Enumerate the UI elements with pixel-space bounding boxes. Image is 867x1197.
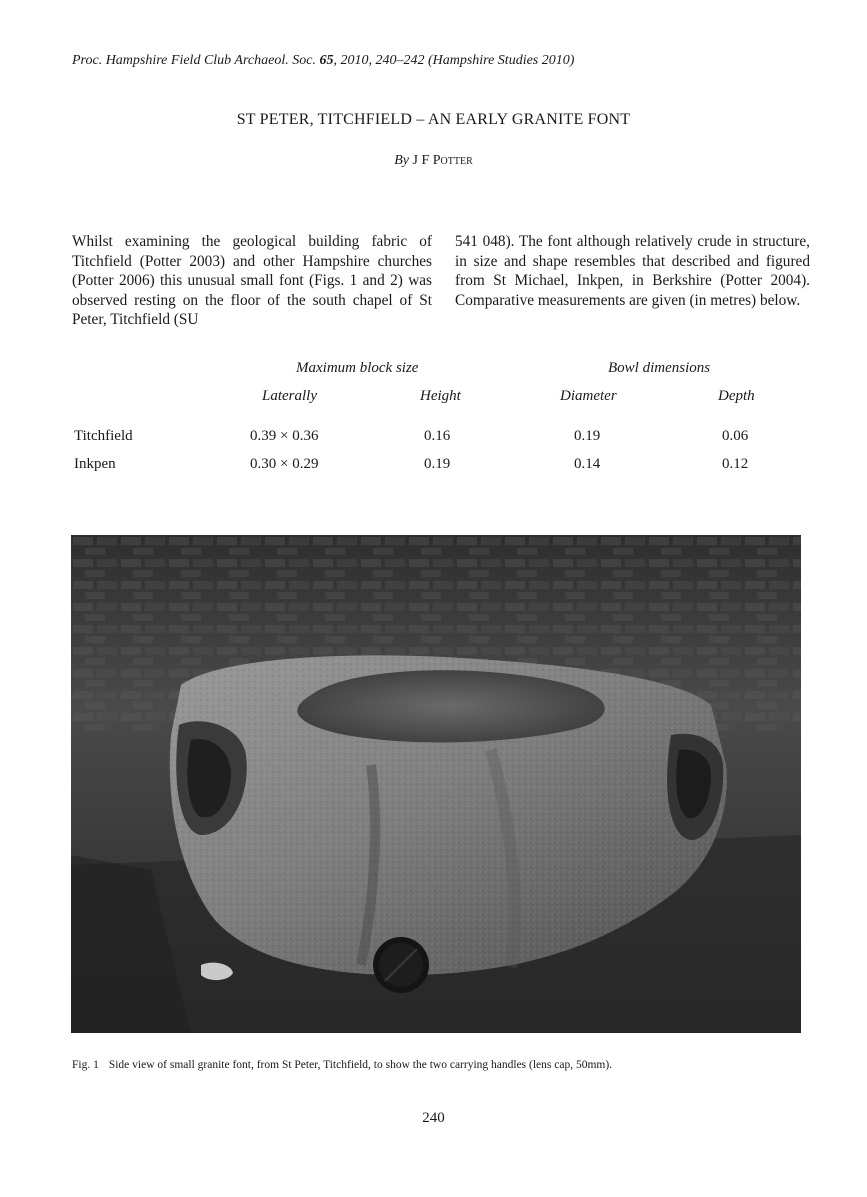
byline (0, 152, 867, 170)
cell-laterally: 0.39 × 0.36 (250, 428, 319, 444)
figure-caption-text: Side view of small granite font, from St Peter, Titchfield, to show the two carrying handles (lens cap, 50mm). (108, 1059, 613, 1071)
body-paragraph-right: 541 048). The font although relatively crude in structure, in size and shape resembles that described and figured from St Michael, Inkpen, in Berkshire (Potter 2004). Comparative measurements are given (in metres) below. (455, 233, 810, 309)
body-column-right (455, 232, 810, 310)
body-paragraph-left: Whilst examining the geological building fabric of Titchfield (Potter 2003) and other Hampshire churches (Potter 2006) this unusual small font (Figs. 1 and 2) was observed resting on the floor of the south chapel of St Peter, Titchfield (SU (72, 233, 432, 329)
author-name: J F Potter (412, 153, 473, 168)
cell-height: 0.19 (424, 456, 451, 472)
group-header-block-size: Maximum block size (296, 360, 419, 376)
article-title: ST PETER, TITCHFIELD – AN EARLY GRANITE FONT (236, 111, 631, 128)
column-header-laterally: Laterally (262, 388, 317, 404)
font-photo-illustration (71, 535, 801, 1033)
cell-height: 0.16 (424, 428, 451, 444)
cell-diameter: 0.14 (574, 456, 601, 472)
body-column-left (72, 232, 432, 330)
byline-by: By (394, 153, 409, 168)
table-column-header-row (72, 388, 792, 408)
table-row (72, 428, 792, 448)
table-group-header-row (72, 360, 792, 380)
table-row (72, 456, 792, 476)
volume-number: 65 (319, 53, 334, 68)
figure-photo-granite-font (71, 535, 801, 1033)
column-header-diameter: Diameter (560, 388, 617, 404)
page-number: 240 (422, 1110, 445, 1126)
column-header-depth: Depth (718, 388, 755, 404)
cell-diameter: 0.19 (574, 428, 601, 444)
cell-depth: 0.06 (722, 428, 749, 444)
cell-depth: 0.12 (722, 456, 749, 472)
figure-caption (72, 1058, 802, 1073)
row-label: Inkpen (74, 456, 116, 472)
journal-name: Proc. Hampshire Field Club Archaeol. Soc. (72, 53, 316, 68)
column-header-height: Height (420, 388, 461, 404)
cell-laterally: 0.30 × 0.29 (250, 456, 319, 472)
figure-label: Fig. 1 (72, 1059, 99, 1071)
running-head (72, 52, 792, 70)
citation-details: , 2010, 240–242 (Hampshire Studies 2010) (333, 53, 575, 68)
group-header-bowl: Bowl dimensions (608, 360, 711, 376)
row-label: Titchfield (74, 428, 133, 444)
